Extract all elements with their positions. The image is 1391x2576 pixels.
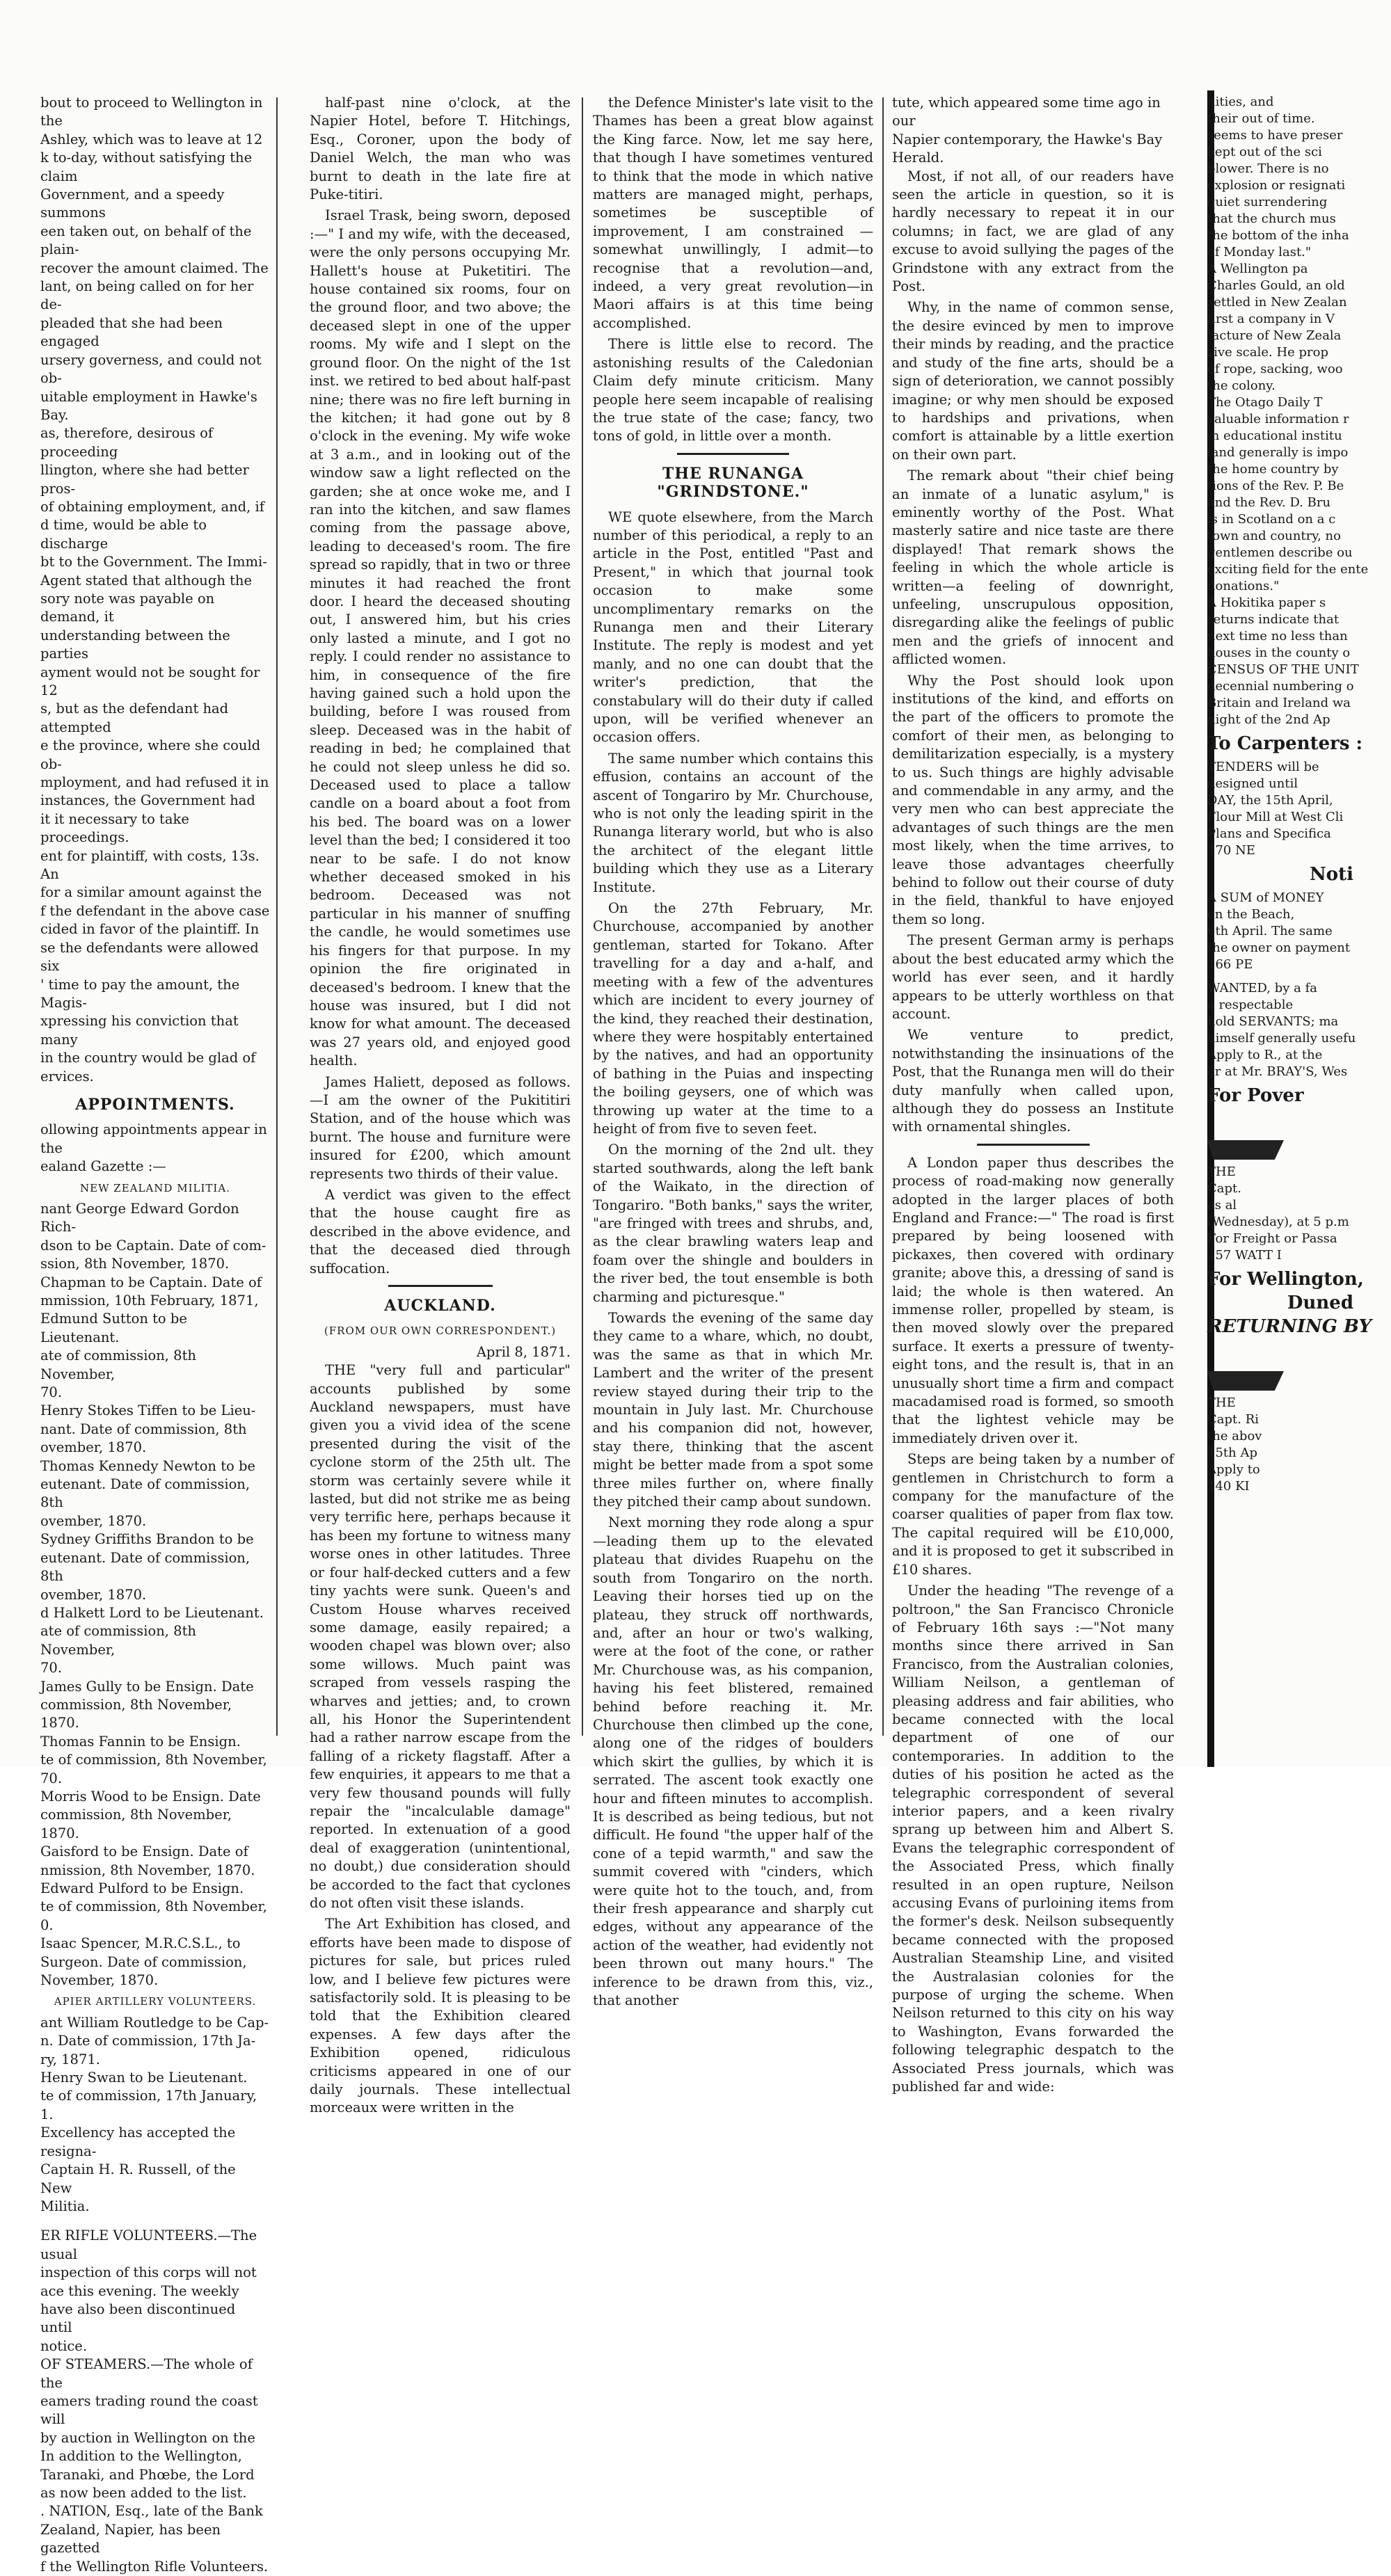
paragraph: On the morning of the 2nd ult. they started southwards, along the left bank of the Waikato, in the direction of Tongariro. "Both banks," says the writer, "are fringed with trees and shrubs, and, as the clear brawling waters leap and foam over the shingle and boulders in the river bed, the tout ensemble is both charming and picturesque." bbox=[593, 1142, 873, 1305]
separator-rule bbox=[977, 1144, 1090, 1146]
ad-dunedin-heading: Duned bbox=[1287, 1293, 1353, 1313]
ad-line: 170 NE bbox=[1207, 843, 1255, 858]
text-line: e the province, where she could ob- bbox=[40, 737, 261, 772]
appointment-line: ate of commission, 8th November, bbox=[40, 1623, 196, 1658]
paragraph: We venture to predict, notwithstanding the insinuations of the Post, that the Runanga men will do their duty manfully when called upon, although they do possess an Institute with ornamental shingles. bbox=[892, 1027, 1174, 1135]
text-line: s, but as the defendant had attempted bbox=[40, 701, 229, 735]
col4-news-items bbox=[892, 1154, 1174, 2097]
paragraph: Towards the evening of the same day they came to a whare, which, no doubt, was the same as that in which Mr. Lambert and the writer of the present review stayed during their trip to the mountain in July last. Mr. Churchouse and his companion did not, however, stay there, thinking that the ascent might be better made from a spot some three miles further on, where finally they pitched their camp about sundown. bbox=[593, 1310, 873, 1510]
auckland-letter bbox=[310, 1361, 571, 2118]
appointment-line: 0. bbox=[40, 1917, 54, 1933]
appointment-line: ssion, 8th November, 1870. bbox=[40, 1256, 230, 1272]
paragraph: The same number which contains this effusion, contains an account of the ascent of Tongariro by Mr. Churchouse, who is not only the leading spirit in the Runanga literary world, but who is also the architect of the elegant little building which they use as a Literary Institute. bbox=[593, 750, 873, 895]
text-line: seems to have preser bbox=[1207, 128, 1343, 143]
text-line: their out of time. bbox=[1207, 111, 1315, 126]
text-line: tute, which appeared some time ago in our bbox=[892, 95, 1161, 129]
text-line: returns indicate that bbox=[1207, 612, 1340, 627]
ad-line: For Freight or Passa bbox=[1207, 1231, 1337, 1246]
appointment-line: Thomas Fannin to be Ensign. bbox=[40, 1733, 241, 1750]
militia-list bbox=[40, 1200, 270, 1990]
appointment-line: eutenant. Date of commission, 8th bbox=[40, 1549, 251, 1585]
text-line: lant, on being called on for her de- bbox=[40, 278, 254, 313]
text-line: OF STEAMERS.—The whole of the bbox=[40, 2356, 253, 2391]
text-line: Taranaki, and Phœbe, the Lord bbox=[40, 2466, 255, 2483]
text-line: CENSUS OF THE UNIT bbox=[1207, 662, 1359, 677]
artillery-list bbox=[40, 2014, 270, 2216]
text-line: the bottom of the inha bbox=[1207, 228, 1349, 243]
appointment-line: Thomas Kennedy Newton to be bbox=[40, 1457, 255, 1474]
paragraph: Steps are being taken by a number of gentlemen in Christchurch to form a company for the manufacture of the coarser qualities of paper from flax tow. The capital required will be £10,000, and it is proposed to get it subscribed in £10 shares. bbox=[892, 1451, 1174, 1578]
inquest-report bbox=[310, 94, 571, 1278]
appointment-line: Edmund Sutton to be Lieutenant. bbox=[40, 1311, 187, 1345]
text-line: facture of New Zeala bbox=[1207, 328, 1342, 343]
ad-line: Apply to R., at the bbox=[1207, 1048, 1323, 1062]
text-line: ervices. bbox=[40, 1068, 94, 1085]
column-3 bbox=[593, 94, 873, 2009]
appointment-line: James Gully to be Ensign. Date bbox=[40, 1678, 254, 1695]
text-line: is in Scotland on a c bbox=[1207, 512, 1336, 527]
text-line: gentlemen describe ou bbox=[1207, 545, 1353, 560]
ad-carpenters-heading: To Carpenters : bbox=[1207, 733, 1363, 754]
appointment-line: 70. bbox=[40, 1660, 63, 1677]
paragraph: Next morning they rode along a spur—leading them up to the elevated plateau that divides Ruapehu on the south from Tongariro on the north. Leaving their horses tied up on the plateau, they struck off northwards, and, after an hour or two's walking, were at the foot of the cone, or rather Mr. Churchouse was, as his companion, having his feet blistered, remained behind before reaching it. Mr. Churchouse then climbed up the cone, along one of the ridges of boulders which skirt the gullies, by which it is serrated. The ascent took exactly one hour and fifteen minutes to accomplish. It is described as being tedious, but not difficult. He found "the upper half of the cone of a tepid warmth," and saw the summit covered with "cinders, which were quite hot to the touch, and, from their fresh appearance and sharply cut edges, without any appearance of the action of the weather, had evidently not been thrown out many hours." The inference to be drawn from this, viz., that another bbox=[593, 1514, 873, 2009]
text-line: cided in favor of the plaintiff. In bbox=[40, 921, 260, 938]
col5-news-fragments bbox=[1207, 94, 1369, 728]
col1-top-text bbox=[40, 94, 270, 1086]
text-line: ursery governess, and could not ob- bbox=[40, 351, 262, 387]
appointment-line: Morris Wood to be Ensign. Date bbox=[40, 1788, 261, 1805]
text-line: f the defendant in the above case bbox=[40, 902, 270, 919]
text-line: bt to the Government. The Immi- bbox=[40, 554, 267, 570]
text-line: Zealand, Napier, has been gazetted bbox=[40, 2521, 221, 2557]
text-line: the home country by bbox=[1207, 462, 1339, 477]
appointment-line: ovember, 1870. bbox=[40, 1586, 147, 1603]
text-line: decennial numbering o bbox=[1207, 679, 1354, 694]
text-line: have also been discontinued until bbox=[40, 2301, 236, 2336]
appointment-line: commission, 8th November, 1870. bbox=[40, 1696, 232, 1731]
ad-line: Flour Mill at West Cli bbox=[1207, 810, 1344, 824]
ad-line: THE bbox=[1207, 1395, 1236, 1410]
text-line: Agent stated that although the bbox=[40, 572, 253, 589]
text-line: ER RIFLE VOLUNTEERS.—The usual bbox=[40, 2227, 257, 2262]
appointment-line: ovember, 1870. bbox=[40, 1439, 147, 1456]
ad-line: Capt. Ri bbox=[1207, 1412, 1259, 1427]
text-line: een taken out, on behalf of the plain- bbox=[40, 223, 252, 258]
ad-line: (Wednesday), at 5 p.m bbox=[1207, 1215, 1349, 1229]
paragraph: Why, in the name of common sense, the desire evinced by men to improve their minds by reading, and the practice and study of the fine arts, should be a sign of deterioration, we cannot possibly imagine; or why men should be exposed to hardships and privations, when comfort is attainable by a little exertion on their own part. bbox=[892, 299, 1174, 463]
ad-returning-heading: RETURNING BY bbox=[1207, 1316, 1372, 1337]
ad-line: designed until bbox=[1207, 776, 1298, 791]
paragraph: Why the Post should look upon institutions of the kind, and efforts on the part of the officers to promote the comfort of their men, as belonging to demilitarization especially, is a mystery to us. Such things are highly advisable and commendable in any army, and the very men who can best appreciate the advantages of such things are the men most likely, when the time arrives, to leave those advantages cheerfully behind to follow out their course of duty in the field, thankful to have enjoyed them so long. bbox=[892, 672, 1174, 927]
ad-wanted bbox=[1207, 980, 1356, 1080]
ad-steamer-two bbox=[1207, 1395, 1353, 1495]
paragraph: Under the heading "The revenge of a poltroon," the San Francisco Chronicle of February 16th says :—"Not many months since there arrived in San Francisco, from the Australian colonies, William Neilson, a gentleman of pleasing address and fair abilities, who became connected with the local department of one of our contemporaries. In addition to the duties of his position he acted as the telegraphic correspondent of several interior papers, and a keen rivalry sprang up between him and Albert S. Evans the telegraphic correspondent of the Associated Press, which finally resulted in an open rupture, Neilson accusing Evans of purloining items from the former's desk. Neilson subsequently became connected with the proposed Australian Steamship Line, and visited the Australasian colonies for the purpose of urging the scheme. When Neilson returned to this city on his way to Washington, Evans forwarded the following telegraphic despatch to the Associated Press journals, which was published far and wide: bbox=[892, 1583, 1174, 2095]
appointment-line: ate of commission, 8th November, bbox=[40, 1347, 196, 1382]
militia-heading: NEW ZEALAND MILITIA. bbox=[80, 1181, 230, 1194]
text-line: quiet surrendering bbox=[1207, 195, 1328, 209]
column-5-adjacent-page bbox=[1207, 94, 1372, 1739]
text-line: ' time to pay the amount, the Magis- bbox=[40, 976, 240, 1011]
text-line: Napier contemporary, the Hawke's Bay bbox=[892, 131, 1163, 147]
text-line: ollowing appointments appear in the bbox=[40, 1121, 267, 1156]
text-line: blower. There is no bbox=[1207, 161, 1329, 176]
ad-line: hold SERVANTS; ma bbox=[1207, 1014, 1339, 1029]
text-line: Ashley, which was to leave at 12 bbox=[40, 131, 263, 147]
ad-line: 6th April. The same bbox=[1207, 924, 1333, 938]
text-line: inspection of this corps will not bbox=[40, 2264, 257, 2281]
ad-line: WANTED, by a fa bbox=[1207, 981, 1317, 995]
text-line: llington, where she had better pros- bbox=[40, 462, 249, 497]
text-line: uitable employment in Hawke's Bay. bbox=[40, 388, 257, 423]
grindstone-article bbox=[892, 168, 1174, 1137]
text-line: sory note was payable on demand, it bbox=[40, 590, 215, 625]
column-4 bbox=[892, 94, 1174, 2095]
appointment-line: ant William Routledge to be Cap- bbox=[40, 2014, 269, 2031]
text-line: nities, and bbox=[1207, 95, 1274, 109]
appointment-line: Captain H. R. Russell, of the New bbox=[40, 2161, 236, 2196]
separator-rule bbox=[388, 1285, 493, 1287]
col4-top-text bbox=[892, 94, 1174, 168]
text-line: The Otago Daily T bbox=[1207, 395, 1323, 410]
paragraph: the Defence Minister's late visit to the Thames has been a great blow against the King farce. Now, let me say here, that though I have sometimes ventured to think that the mode in which native matters are managed might, perhaps, sometimes be susceptible of improvement, I am constrained —somewhat unwillingly, I admit—to recognise that a revolution—and, indeed, a very great revolution—in Maori affairs is at this time being accomplished. bbox=[593, 95, 873, 331]
text-line: Charles Gould, an old bbox=[1207, 278, 1345, 293]
text-line: kept out of the sci bbox=[1207, 145, 1322, 159]
auckland-heading: AUCKLAND. bbox=[384, 1297, 496, 1315]
ad-line: A SUM of MONEY bbox=[1207, 890, 1324, 905]
ad-line: 140 KI bbox=[1207, 1479, 1250, 1494]
ship-icon bbox=[1207, 1111, 1284, 1160]
text-line: of rope, sacking, woo bbox=[1207, 362, 1343, 376]
text-line: by auction in Wellington on the bbox=[40, 2429, 255, 2446]
appointment-line: November, 1870. bbox=[40, 1972, 159, 1989]
column-rule bbox=[276, 97, 278, 1736]
text-line: bout to proceed to Wellington in the bbox=[40, 95, 263, 129]
text-line: donations." bbox=[1207, 579, 1280, 593]
text-line: in the country would be glad of bbox=[40, 1050, 256, 1066]
text-line: for a similar amount against the bbox=[40, 884, 262, 901]
appointments-heading: APPOINTMENTS. bbox=[75, 1095, 235, 1114]
artillery-heading: APIER ARTILLERY VOLUNTEERS. bbox=[54, 1995, 257, 2008]
text-line: as, therefore, desirous of proceeding bbox=[40, 425, 214, 460]
ad-wellington-heading: For Wellington, bbox=[1207, 1269, 1364, 1290]
ad-line: or at Mr. BRAY'S, Wes bbox=[1207, 1064, 1348, 1079]
text-line: exciting field for the ente bbox=[1207, 562, 1369, 577]
ad-tenders bbox=[1207, 759, 1353, 859]
ad-line: a respectable bbox=[1207, 998, 1294, 1012]
appointment-line: Chapman to be Captain. Date of bbox=[40, 1274, 262, 1290]
text-line: in educational institu bbox=[1207, 429, 1342, 443]
paragraph: Israel Trask, being sworn, deposed :—" I and my wife, with the deceased, were the only persons occupying Mr. Hallett's house at Puketitiri. The house contained six rooms, four on the ground floor, and two above; the deceased slept in one of the upper rooms. My wife and I slept on the ground floor. On the night of the 1st inst. we retired to bed about half-past nine; there was no fire left burning in the kitchen; it had gone out by 8 o'clock in the evening. My wife woke at 3 a.m., and in looking out of the window saw a light reflected on the garden; she at once woke me, and I ran into the kitchen, and saw flames coming from the passage above, leading to deceased's room. The fire spread so rapidly, that in two or three minutes it had reached the front door. I heard the deceased shouting out, I answered him, but his cries only lasted a minute, and I got no reply. I could render no assistance to him, in consequence of the fire having gained such a hold upon the building, before I was roused from sleep. Deceased was in the habit of reading in bed; he complained that he could not sleep unless he did so. Deceased used to place a tallow candle on a board about a foot from his bed. The board was on a lower level than the bed; I considered it too near to be safe. I do not know whether deceased smoked in his bedroom. Deceased was not particular in his manner of snuffing the candle, he would sometimes use his fingers for that purpose. In my opinion the fire originated in deceased's bedroom. I knew that the house was insured, but I did not know for what amount. The deceased was 27 years old, and enjoyed good health. bbox=[310, 207, 571, 1069]
appointment-line: ovember, 1870. bbox=[40, 1512, 147, 1529]
ad-line: as al bbox=[1207, 1198, 1237, 1213]
text-line: A Hokitika paper s bbox=[1207, 595, 1326, 610]
auckland-subheading: (FROM OUR OWN CORRESPONDENT.) bbox=[324, 1325, 557, 1338]
appointment-line: Gaisford to be Ensign. Date of bbox=[40, 1843, 248, 1860]
text-line: of Monday last." bbox=[1207, 245, 1312, 259]
text-line: d time, would be able to discharge bbox=[40, 517, 207, 552]
ad-line: 15th Ap bbox=[1207, 1446, 1257, 1460]
col1-bottom-text bbox=[40, 2227, 270, 2576]
text-line: . NATION, Esq., late of the Bank bbox=[40, 2503, 263, 2520]
text-line: recover the amount claimed. The bbox=[40, 259, 269, 276]
text-line: ent for plaintiff, with costs, 13s. An bbox=[40, 847, 260, 883]
text-line: eamers trading round the coast will bbox=[40, 2392, 258, 2428]
text-line: next time no less than bbox=[1207, 629, 1348, 643]
appointment-line: Edward Pulford to be Ensign. bbox=[40, 1880, 244, 1896]
ad-line: 166 PE bbox=[1207, 957, 1253, 972]
ad-notice-heading: Noti bbox=[1310, 864, 1353, 885]
text-line: of obtaining employment, and, if bbox=[40, 498, 264, 515]
text-line: mployment, and had refused it in bbox=[40, 774, 269, 791]
appointment-line: Sydney Griffiths Brandon to be bbox=[40, 1531, 254, 1548]
paragraph: WE quote elsewhere, from the March number of this periodical, a reply to an article in the Post, entitled "Past and Present," in which that journal took occasion to make some uncomplimentary remarks on the Runanga men and their Literary Institute. The reply is modest and yet manly, and no one can doubt that the writer's prediction, that the constabulary will do their duty if called upon, will be verified whenever an occasion offers. bbox=[593, 509, 873, 746]
paragraph: half-past nine o'clock, at the Napier Hotel, before T. Hitchings, Esq., Coroner, upon the body of Daniel Welch, the man who was burnt to death in the late fire at Puke-titiri. bbox=[310, 95, 571, 203]
separator-rule bbox=[677, 453, 789, 455]
text-line: and the Rev. D. Bru bbox=[1207, 495, 1331, 510]
ad-money-found bbox=[1207, 890, 1353, 973]
column-2 bbox=[310, 94, 571, 2116]
appointments-intro bbox=[40, 1121, 270, 1176]
paragraph: There is little else to record. The astonishing results of the Caledonian Claim defy minute criticism. Many people here seem incapable of realising the true state of the case; fancy, two tons of gold, in little over a month. bbox=[593, 336, 873, 445]
text-line: that the church mus bbox=[1207, 211, 1336, 226]
text-line: ealand Gazette :— bbox=[40, 1158, 166, 1175]
appointment-line: n. Date of commission, 17th Ja- bbox=[40, 2033, 256, 2049]
text-line: it it necessary to take proceedings. bbox=[40, 810, 189, 846]
paragraph: THE "very full and particular" accounts published by some Auckland newspapers, must have given you a vivid idea of the scene presented during the visit of the cyclone storm of the 25th ult. The storm was certainly severe while it lasted, but did not strike me as being very terrific here, perhaps because it has been my fortune to witness many worse ones in other latitudes. Three or four half-decked cutters and a few tiny yachts were sunk. Queen's and Custom House wharves received some damage, easily repaired; a wooden chapel was blown over; also some willows. Much paint was scraped from vessels rasping the wharves and jetties; and, to crown all, his Honor the Superintendent had a rather narrow escape from the falling of a rickety flagstaff. After a few enquiries, it appears to me that a very few thousand pounds will fully repair the "incalculable damage" reported. In extenuation of a good deal of exaggeration (unintentional, no doubt,) due consideration should be accorded to the fact that cyclones do not often visit these islands. bbox=[310, 1362, 571, 1911]
text-line: pleaded that she had been engaged bbox=[40, 314, 223, 350]
ad-line: Capt. bbox=[1207, 1181, 1241, 1196]
ad-line: Plans and Specifica bbox=[1207, 826, 1331, 841]
ad-line: THE bbox=[1207, 1165, 1236, 1179]
appointment-line: nant George Edward Gordon Rich- bbox=[40, 1200, 239, 1235]
text-line: explosion or resignati bbox=[1207, 178, 1346, 193]
appointment-line: Surgeon. Date of commission, bbox=[40, 1953, 247, 1970]
ad-line: the owner on payment bbox=[1207, 941, 1351, 955]
text-line: tions of the Rev. P. Be bbox=[1207, 479, 1344, 493]
text-line: houses in the county o bbox=[1207, 646, 1351, 660]
runanga-heading: THE RUNANGA "GRINDSTONE." bbox=[657, 464, 809, 502]
appointment-line: Isaac Spencer, M.R.C.S.L., to bbox=[40, 1935, 241, 1952]
appointment-line: Militia. bbox=[40, 2198, 90, 2214]
text-line: In addition to the Wellington, bbox=[40, 2448, 242, 2465]
paragraph: The present German army is perhaps about the best educated army which the world has ever seen, and it hardly appears to be utterly worthless on that account. bbox=[892, 932, 1174, 1022]
ad-steamer-one bbox=[1207, 1164, 1353, 1264]
text-line: k to-day, without satisfying the claim bbox=[40, 150, 253, 184]
appointment-line: dson to be Captain. Date of com- bbox=[40, 1237, 267, 1254]
appointment-line: d Halkett Lord to be Lieutenant. bbox=[40, 1604, 264, 1621]
column-rule bbox=[582, 97, 583, 1736]
appointment-line: Henry Stokes Tiffen to be Lieu- bbox=[40, 1402, 256, 1419]
text-line: town and country, no bbox=[1207, 529, 1341, 543]
paragraph: The remark about "their chief being an inmate of a lunatic asylum," is eminently worthy of the Post. What masterly satire and nice taste are there displayed! That remark shows the feeling in which the whole article is written—a feeling of downright, unfeeling, unscrupulous opposition, disregarding alike the feelings of public men and the griefs of innocent and afflicted women. bbox=[892, 467, 1174, 668]
col3-top-text bbox=[593, 94, 873, 446]
ad-line: DAY, the 15th April, bbox=[1207, 793, 1333, 808]
text-line: as now been added to the list. bbox=[40, 2485, 247, 2501]
text-line: night of the 2nd Ap bbox=[1207, 712, 1330, 727]
paragraph: A verdict was given to the effect that the house caught fire as described in the above evidence, and that the deceased died through suffocation. bbox=[310, 1186, 571, 1277]
ad-line: 157 WATT I bbox=[1207, 1248, 1282, 1263]
text-line: understanding between the parties bbox=[40, 627, 230, 662]
ad-poverty-heading: For Pover bbox=[1207, 1085, 1304, 1106]
ship-icon bbox=[1207, 1342, 1284, 1391]
text-line: xpressing his conviction that many bbox=[40, 1013, 239, 1048]
auckland-date: April 8, 1871. bbox=[476, 1343, 571, 1360]
ad-line: TENDERS will be bbox=[1207, 760, 1319, 774]
column-rule bbox=[882, 97, 884, 1736]
text-line: the colony. bbox=[1207, 378, 1275, 393]
paragraph: A London paper thus describes the process of road-making now generally adopted in the larger places of both England and France:—" The road is first prepared by being loosened with pickaxes, then covered with ordinary granite; above this, a dressing of sand is laid; the whole is then watered. An immense roller, propelled by steam, is then moved slowly over the prepared surface. It exerts a pressure of twenty-eight tons, and the result is, that in an unusually short time a firm and compact macadamised road is formed, so smooth that the lightest vehicle may be immediately driven over it. bbox=[892, 1154, 1174, 1446]
ad-line: Apply to bbox=[1207, 1462, 1260, 1477]
appointment-line: Henry Swan to be Lieutenant. bbox=[40, 2070, 248, 2086]
text-line: ayment would not be sought for 12 bbox=[40, 664, 260, 698]
paragraph: On the 27th February, Mr. Churchouse, accompanied by another gentleman, started for Tokano. After travelling for a day and a-half, and meeting with a few of the adventures which are incident to every journey of the kind, they reached their destination, where they were hospitably entertained by the natives, and had an opportunity of bathing in the Puias and inspecting the boiling geysers, one of which was throwing up water at the time to a height of from five to seven feet. bbox=[593, 900, 873, 1137]
text-line: notice. bbox=[40, 2337, 88, 2354]
appointment-line: eutenant. Date of commission, 8th bbox=[40, 1476, 251, 1511]
text-line: se the defendants were allowed six bbox=[40, 939, 259, 975]
appointment-line: 1. bbox=[40, 2106, 54, 2122]
appointment-line: mmission, 10th February, 1871, bbox=[40, 1293, 259, 1309]
text-line: Herald. bbox=[892, 150, 944, 166]
text-line: f the Wellington Rifle Volunteers. bbox=[40, 2558, 269, 2575]
text-line: ace this evening. The weekly bbox=[40, 2282, 239, 2299]
appointment-line: te of commission, 8th November, bbox=[40, 1752, 267, 1768]
runanga-article bbox=[593, 509, 873, 2010]
appointment-line: nmission, 8th November, 1870. bbox=[40, 1862, 255, 1878]
appointment-line: Excellency has accepted the resigna- bbox=[40, 2125, 236, 2159]
appointment-line: ry, 1871. bbox=[40, 2051, 100, 2067]
ad-line: on the Beach, bbox=[1207, 907, 1295, 922]
text-line: valuable information r bbox=[1207, 412, 1349, 426]
appointment-line: commission, 8th November, 1870. bbox=[40, 1807, 232, 1841]
text-line: sive scale. He prop bbox=[1207, 345, 1328, 360]
appointment-line: te of commission, 17th January, bbox=[40, 2088, 257, 2104]
paragraph: James Haliett, deposed as follows.—I am the owner of the Pukititiri Station, and of the house which was burnt. The house and furniture were insured for £200, which amount represents two thirds of their value. bbox=[310, 1073, 571, 1182]
appointment-line: 70. bbox=[40, 1384, 63, 1401]
appointment-line: te of commission, 8th November, bbox=[40, 1898, 267, 1915]
column-1 bbox=[40, 94, 270, 2575]
text-line: settled in New Zealan bbox=[1207, 295, 1347, 310]
text-line: Britain and Ireland wa bbox=[1207, 696, 1351, 710]
appointment-line: 70. bbox=[40, 1770, 63, 1786]
text-line: first a company in V bbox=[1207, 312, 1335, 326]
text-line: Government, and a speedy summons bbox=[40, 186, 225, 221]
paragraph: The Art Exhibition has closed, and efforts have been made to dispose of pictures for sale, but prices ruled low, and I believe few pictures were satisfactorily sold. It is pleasing to be told that the Exhibition cleared expenses. A few days after the Exhibition opened, ridiculous criticisms appeared in one of our daily journals. These intellectual morceaux were written in the bbox=[310, 1916, 571, 2116]
paragraph: Most, if not all, of our readers have seen the article in question, so it is hardly necessary to repeat it in our columns; in fact, we are glad of any excuse to avoid sullying the pages of the Grindstone with any extract from the Post. bbox=[892, 168, 1174, 295]
appointment-line: nant. Date of commission, 8th bbox=[40, 1421, 247, 1437]
text-line: instances, the Government had bbox=[40, 792, 255, 809]
ad-line: the abov bbox=[1207, 1429, 1262, 1443]
text-line: land generally is impo bbox=[1207, 445, 1349, 460]
text-line: A Wellington pa bbox=[1207, 262, 1308, 276]
ad-line: himself generally usefu bbox=[1207, 1031, 1356, 1046]
